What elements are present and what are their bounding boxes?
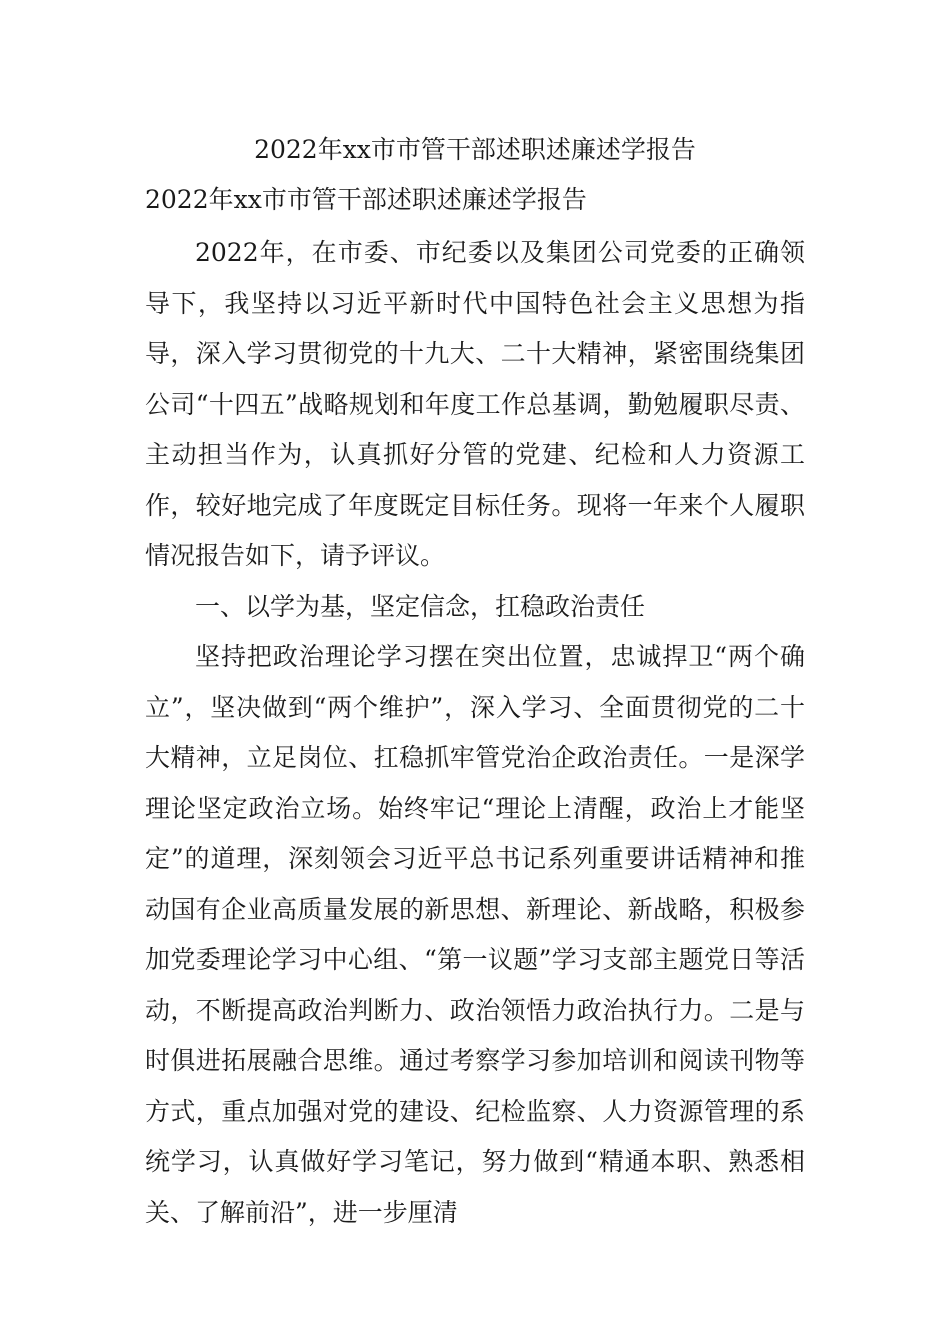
document-subtitle: 2022年xx市市管干部述职述廉述学报告 bbox=[145, 185, 587, 214]
document-body bbox=[145, 228, 805, 1238]
paragraph-intro: 2022年，在市委、市纪委以及集团公司党委的正确领导下，我坚持以习近平新时代中国特色社会主义思想为指导，深入学习贯彻党的十九大、二十大精神，紧密围绕集团公司“十四五”战略规划和年度工作总基调，勤勉履职尽责、主动担当作为，认真抓好分管的党建、纪检和人力资源工作，较好地完成了年度既定目标任务。现将一年来个人履职情况报告如下，请予评议。 bbox=[145, 238, 805, 570]
document-title: 2022年xx市市管干部述职述廉述学报告 bbox=[254, 135, 696, 164]
paragraph-section-1: 坚持把政治理论学习摆在突出位置，忠诚捍卫“两个确立”，坚决做到“两个维护”，深入学习、全面贯彻党的二十大精神，立足岗位、扛稳抓牢管党治企政治责任。一是深学理论坚定政治立场。始终牢记“理论上清醒，政治上才能坚定”的道理，深刻领会习近平总书记系列重要讲话精神和推动国有企业高质量发展的新思想、新理论、新战略，积极参加党委理论学习中心组、“第一议题”学习支部主题党日等活动，不断提高政治判断力、政治领悟力政治执行力。二是与时俱进拓展融合思维。通过考察学习参加培训和阅读刊物等方式，重点加强对党的建设、纪检监察、人力资源管理的系统学习，认真做好学习笔记，努力做到“精通本职、熟悉相关、了解前沿”，进一步厘清 bbox=[145, 642, 805, 1227]
section-heading-1: 一、以学为基，坚定信念，扛稳政治责任 bbox=[195, 591, 646, 621]
